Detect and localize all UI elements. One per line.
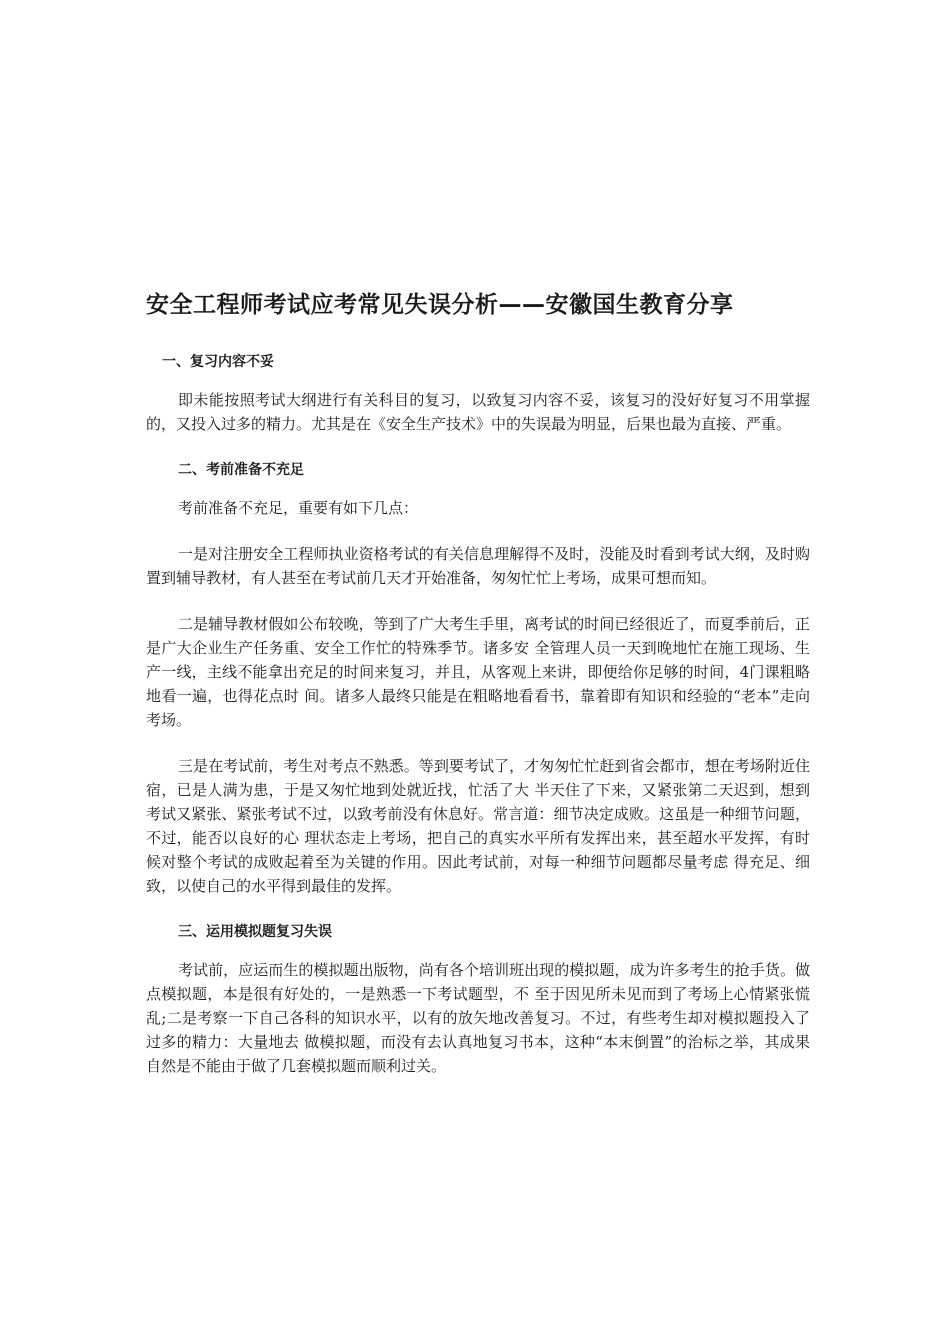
document-title: 安全工程师考试应考常见失误分析——安徽国生教育分享: [146, 292, 734, 318]
section-2-paragraph-3: 二是辅导教材假如公布较晚，等到了广大考生手里，离考试的时间已经很近了，而夏季前后，正是广大企业生产任务重、安全工作忙的特殊季节。诸多安 全管理人员一天到晚地忙在施工现场、生产一线，主线不能拿出充足的时间来复习，并且，从客观上来讲，即便给你足够的时间，4门课粗略地看一遍，也得花点时 间。诸多人最终只能是在粗略地看看书，靠着即有知识和经验的“老本”走向考场。: [146, 615, 810, 729]
section-heading-2: 二、考前准备不充足: [178, 462, 304, 478]
section-heading-3: 三、运用模拟题复习失误: [178, 924, 332, 940]
section-3-paragraph-1: 考试前，应运而生的模拟题出版物，尚有各个培训班出现的模拟题，成为许多考生的抢手货。做点模拟题，本是很有好处的，一是熟悉一下考试题型，不 至于因见所未见而到了考场上心情紧张慌乱;二是考察一下自己各科的知识水平，以有的放矢地改善复习。不过，有些考生却对模拟题投入了过多的精力：大量地去 做模拟题，而没有去认真地复习书本，这种“本末倒置”的治标之举，其成果自然是不能由于做了几套模拟题而顺利过关。: [146, 961, 810, 1075]
section-2-paragraph-2: 一是对注册安全工程师执业资格考试的有关信息理解得不及时，没能及时看到考试大纲，及时购置到辅导教材，有人甚至在考试前几天才开始准备，匆匆忙忙上考场，成果可想而知。: [146, 545, 810, 587]
document-page: [146, 288, 810, 1078]
section-2-paragraph-1: 考前准备不充足，重要有如下几点：: [178, 499, 419, 517]
section-2-paragraph-4: 三是在考试前，考生对考点不熟悉。等到要考试了，才匆匆忙忙赶到省会都市，想在考场附近住宿，已是人满为患，于是又匆忙地到处就近找，忙活了大 半天住了下来，又紧张第二天迟到，想到考试又紧张、紧张考试不过，以致考前没有休息好。常言道：细节决定成败。这虽是一种细节问题，不过，能否以良好的心 理状态走上考场，把自己的真实水平所有发挥出来，甚至超水平发挥，有时候对整个考试的成败起着至为关键的作用。因此考试前，对每一种细节问题都尽量考虑 得充足、细致，以使自己的水平得到最佳的发挥。: [146, 757, 810, 895]
section-1-paragraph-1: 即未能按照考试大纲进行有关科目的复习，以致复习内容不妥，该复习的没好好复习不用掌握的，又投入过多的精力。尤其是在《安全生产技术》中的失误最为明显，后果也最为直接、严重。: [146, 391, 810, 433]
section-heading-1: 一、复习内容不妥: [162, 354, 274, 370]
